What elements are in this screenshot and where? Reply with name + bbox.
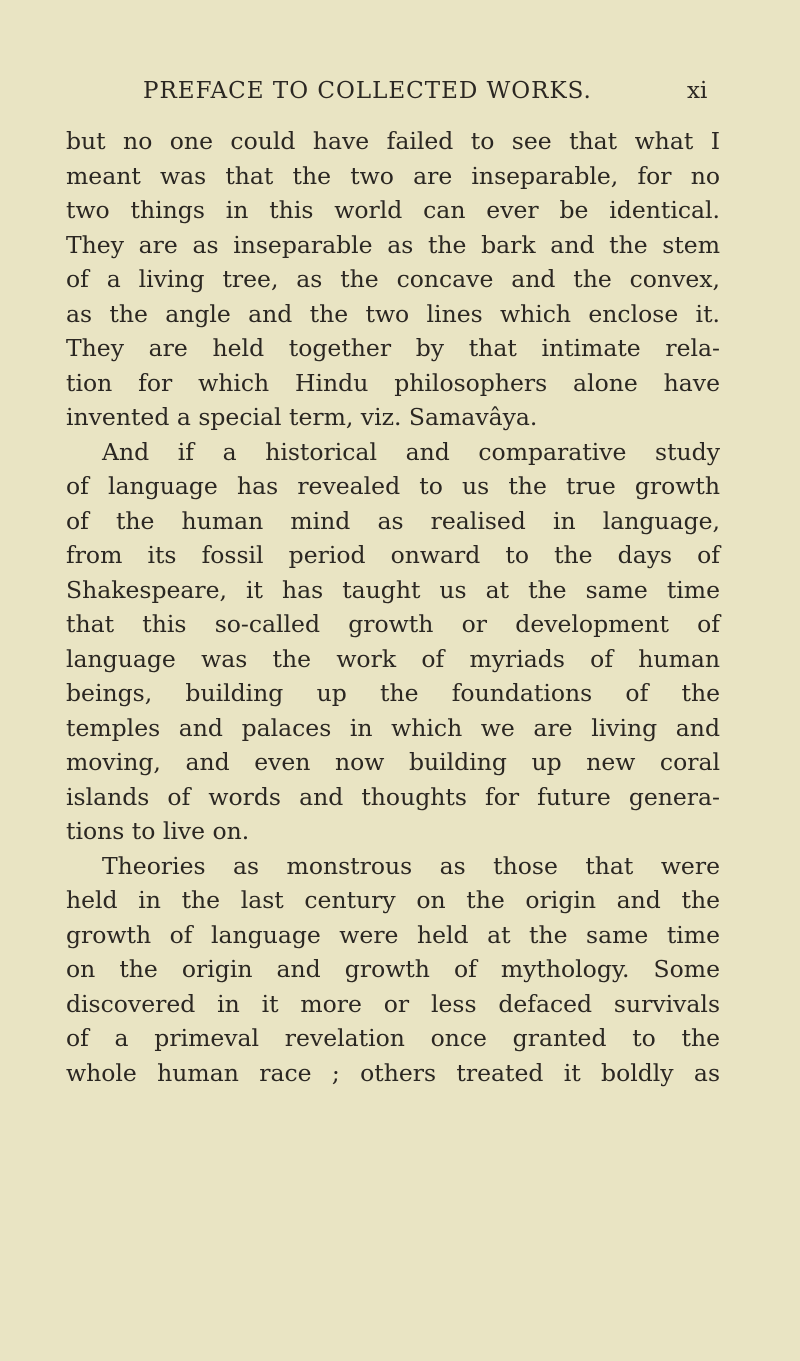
text-line: beings, building up the foundations of the xyxy=(66,679,720,707)
text-line: whole human race ; others treated it boldly as xyxy=(66,1058,720,1087)
text-line: two things in this world can ever be identical. xyxy=(66,196,720,224)
page-number: xi xyxy=(687,78,708,104)
text-line: but no one could have failed to see that what I xyxy=(66,127,720,155)
text-line: temples and palaces in which we are living and xyxy=(66,713,720,742)
running-head-title: PREFACE TO COLLECTED WORKS. xyxy=(143,78,592,104)
text-line: tion for which Hindu philosophers alone have xyxy=(66,368,720,397)
text-line: tions to live on. xyxy=(66,817,250,845)
text-line: islands of words and thoughts for future genera- xyxy=(66,782,720,811)
text-line: They are held together by that intimate rela- xyxy=(66,334,720,362)
text-line: moving, and even now building up new coral xyxy=(66,748,720,776)
text-line: invented a special term, viz. Samavâya. xyxy=(66,403,538,431)
text-line: growth of language were held at the same time xyxy=(66,920,720,949)
body-text xyxy=(66,124,720,1090)
text-line: And if a historical and comparative study xyxy=(102,437,720,466)
running-head xyxy=(0,78,800,118)
text-line: held in the last century on the origin and the xyxy=(66,886,720,914)
text-line: that this so-called growth or development of xyxy=(66,610,720,638)
text-line: of language has revealed to us the true growth xyxy=(66,472,720,500)
text-line: as the angle and the two lines which enclose it. xyxy=(66,299,720,328)
text-line: language was the work of myriads of human xyxy=(66,644,720,673)
text-line: of the human mind as realised in language, xyxy=(66,506,720,535)
text-line: They are as inseparable as the bark and the stem xyxy=(66,230,720,259)
text-line: on the origin and growth of mythology. Some xyxy=(66,955,720,983)
text-line: of a living tree, as the concave and the convex, xyxy=(66,265,720,293)
text-line: Theories as monstrous as those that were xyxy=(102,851,720,880)
text-line: of a primeval revelation once granted to the xyxy=(66,1024,720,1052)
text-line: discovered in it more or less defaced survivals xyxy=(66,989,720,1018)
text-line: meant was that the two are inseparable, for no xyxy=(66,161,720,190)
text-line: Shakespeare, it has taught us at the same time xyxy=(66,575,720,604)
text-line: from its fossil period onward to the days of xyxy=(66,541,720,569)
